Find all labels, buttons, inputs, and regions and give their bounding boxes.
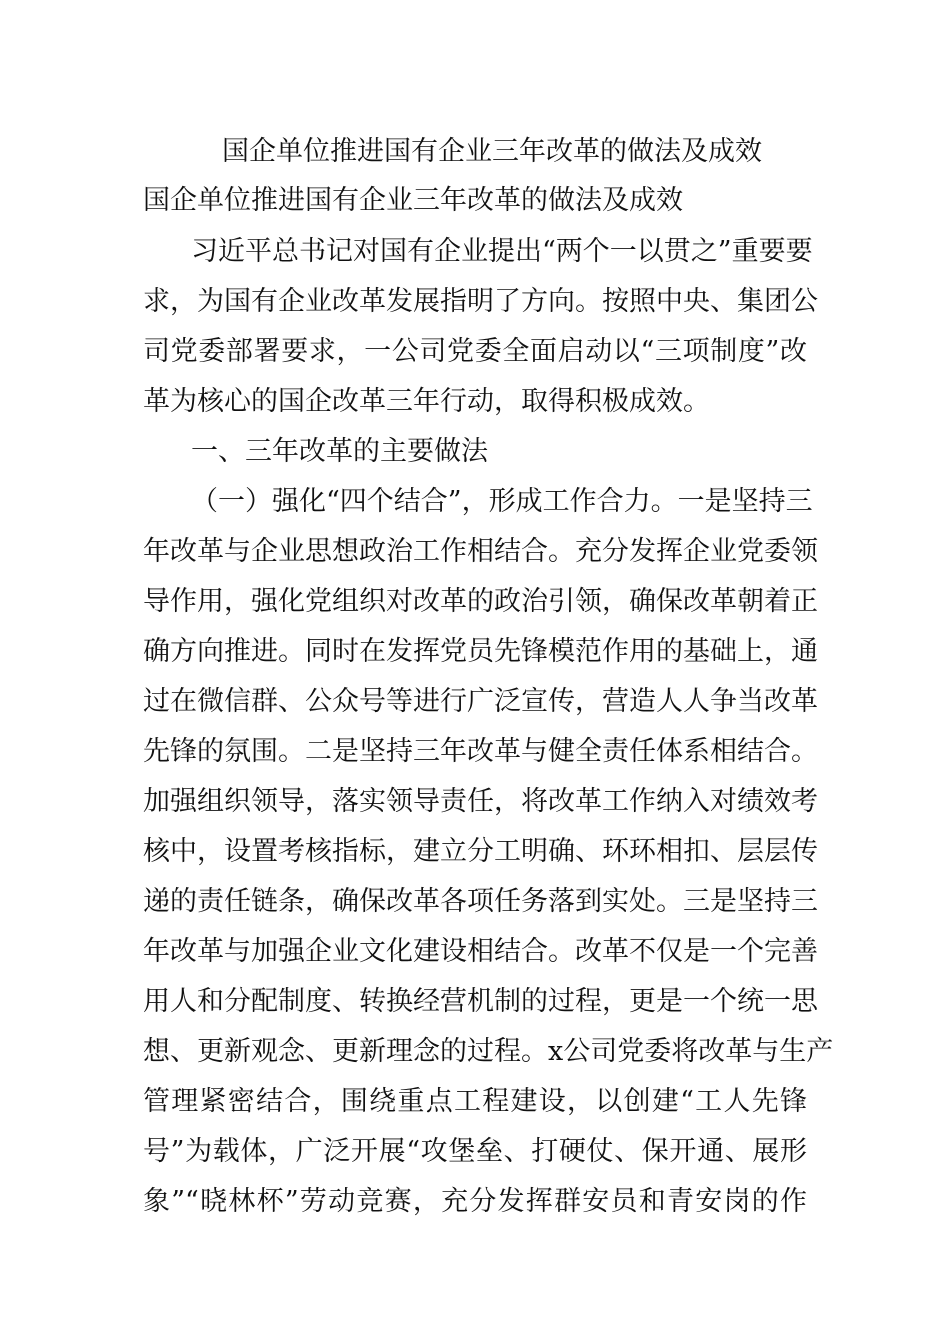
paragraph-line: 核中，设置考核指标，建立分工明确、环环相扣、层层传 <box>143 836 818 867</box>
paragraph-line: 确方向推进。同时在发挥党员先锋模范作用的基础上，通 <box>143 636 818 667</box>
paragraph-line: 年改革与企业思想政治工作相结合。充分发挥企业党委领 <box>143 536 818 567</box>
paragraph-line: 过在微信群、公众号等进行广泛宣传，营造人人争当改革 <box>143 686 818 717</box>
paragraph-line: 先锋的氛围。二是坚持三年改革与健全责任体系相结合。 <box>143 736 818 767</box>
paragraph-line: 递的责任链条，确保改革各项任务落到实处。三是坚持三 <box>143 886 818 917</box>
paragraph-line: 管理紧密结合，围绕重点工程建设，以创建“工人先锋 <box>143 1086 807 1117</box>
paragraph-line: 号”为载体，广泛开展“攻堡垒、打硬仗、保开通、展形 <box>143 1136 807 1167</box>
paragraph-line: 加强组织领导，落实领导责任，将改革工作纳入对绩效考 <box>143 786 818 817</box>
paragraph-line: 想、更新观念、更新理念的过程。x公司党委将改革与生产 <box>143 1036 834 1067</box>
paragraph-line: 求，为国有企业改革发展指明了方向。按照中央、集团公 <box>143 286 818 317</box>
paragraph-line: 用人和分配制度、转换经营机制的过程，更是一个统一思 <box>143 986 818 1017</box>
paragraph-line: 革为核心的国企改革三年行动，取得积极成效。 <box>143 386 710 417</box>
paragraph-line: 司党委部署要求，一公司党委全面启动以“三项制度”改 <box>143 336 807 367</box>
paragraph-line: 象”“晓林杯”劳动竞赛，充分发挥群安员和青安岗的作 <box>143 1186 807 1217</box>
section-heading: 一、三年改革的主要做法 <box>191 436 488 467</box>
document-subtitle: 国企单位推进国有企业三年改革的做法及成效 <box>143 185 683 216</box>
paragraph-line: （一）强化“四个结合”，形成工作合力。一是坚持三 <box>191 486 813 517</box>
paragraph-line: 年改革与加强企业文化建设相结合。改革不仅是一个完善 <box>143 936 818 967</box>
paragraph-line: 习近平总书记对国有企业提出“两个一以贯之”重要要 <box>191 236 813 267</box>
paragraph-line: 导作用，强化党组织对改革的政治引领，确保改革朝着正 <box>143 586 818 617</box>
document-title: 国企单位推进国有企业三年改革的做法及成效 <box>222 136 762 167</box>
